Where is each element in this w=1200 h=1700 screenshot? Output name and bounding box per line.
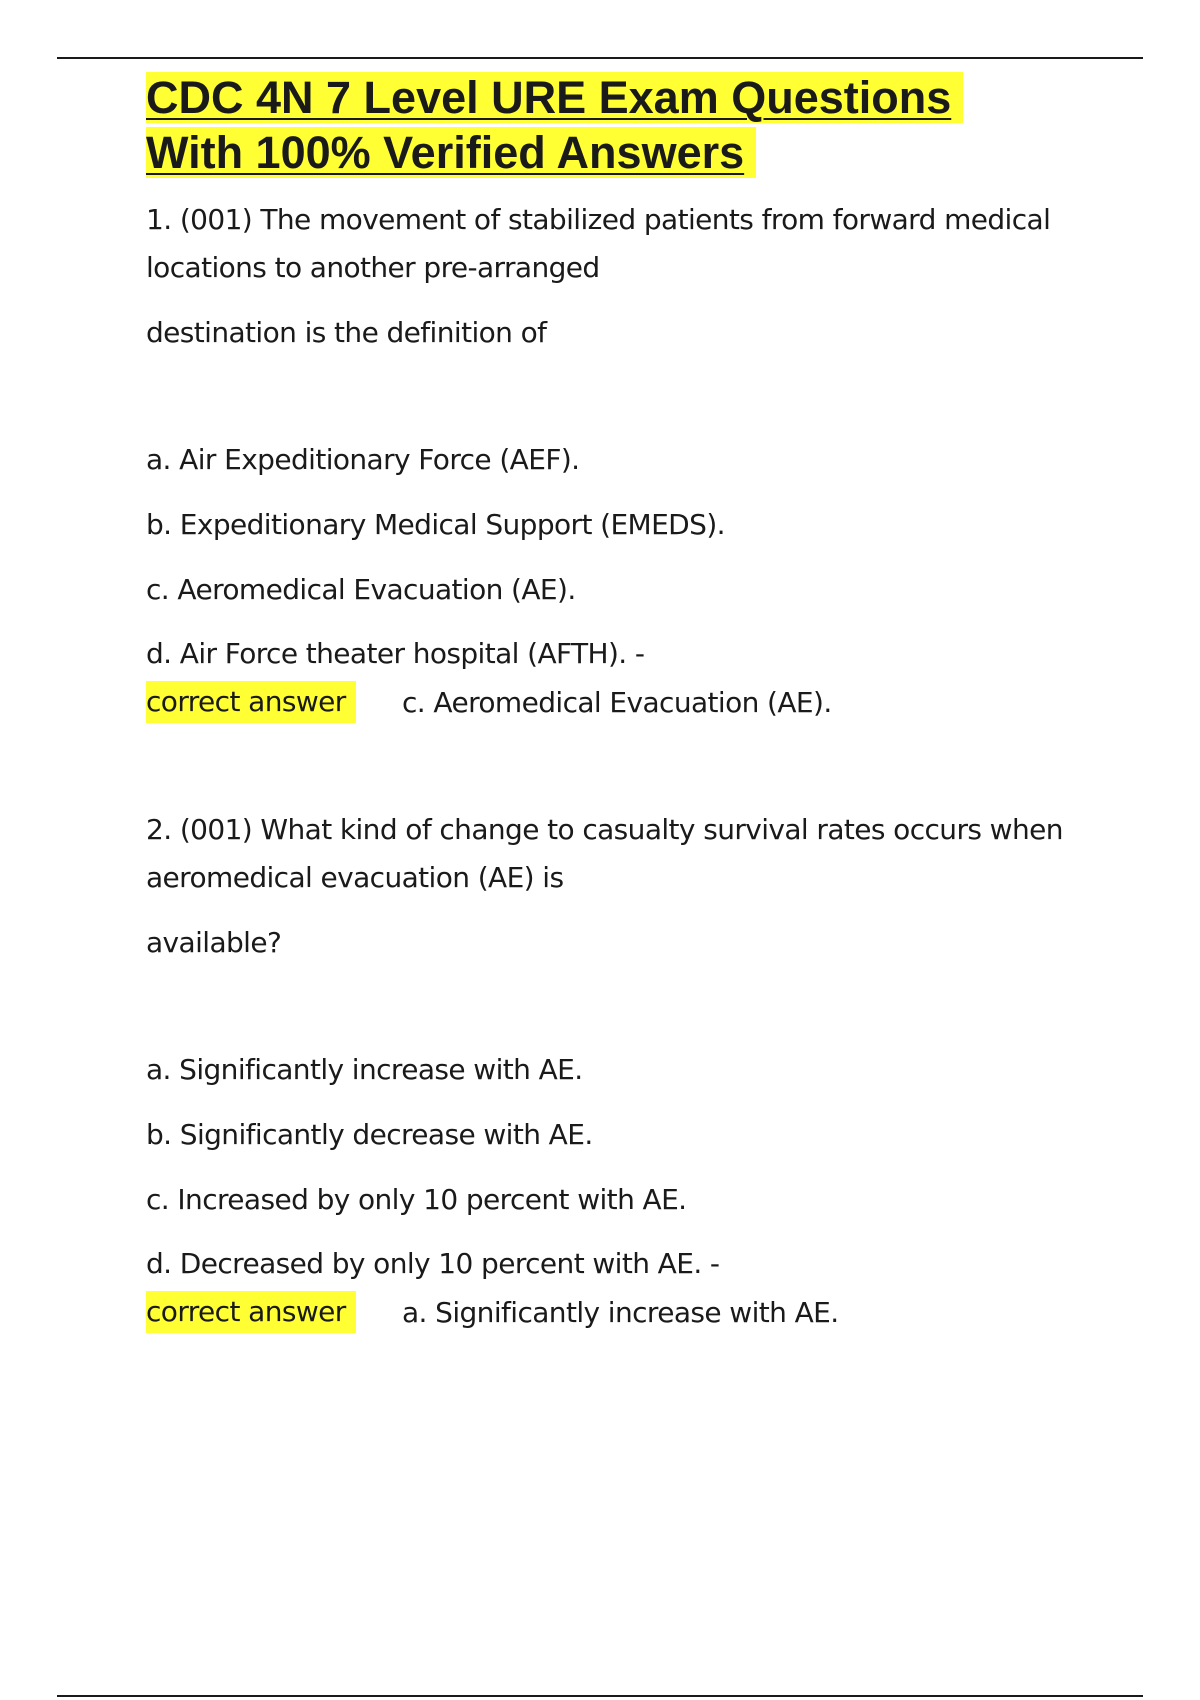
correct-answer-text: c. Aeromedical Evacuation (AE). — [402, 686, 832, 719]
option-a: a. Air Expeditionary Force (AEF). — [146, 443, 580, 476]
option-b: b. Expeditionary Medical Support (EMEDS). — [146, 508, 725, 541]
option-c: c. Increased by only 10 percent with AE. — [146, 1183, 687, 1216]
title-line-2: With 100% Verified Answers — [146, 127, 756, 178]
question-stem-line: 2. (001) What kind of change to casualty survival rates occurs when — [146, 813, 1063, 846]
correct-answer-label: correct answer — [146, 1291, 356, 1333]
option-c: c. Aeromedical Evacuation (AE). — [146, 573, 576, 606]
option-b: b. Significantly decrease with AE. — [146, 1118, 593, 1151]
question-stem-line: destination is the definition of — [146, 316, 547, 349]
question-stem-line: locations to another pre-arranged — [146, 251, 600, 284]
correct-answer-label: correct answer — [146, 681, 356, 723]
option-d: d. Air Force theater hospital (AFTH). - — [146, 637, 645, 670]
option-d: d. Decreased by only 10 percent with AE. - — [146, 1247, 720, 1280]
option-a: a. Significantly increase with AE. — [146, 1053, 583, 1086]
question-stem-line: available? — [146, 926, 282, 959]
top-rule — [57, 57, 1143, 59]
title-line-1: CDC 4N 7 Level URE Exam Questions — [146, 72, 963, 123]
bottom-rule — [57, 1695, 1143, 1697]
document-title — [146, 70, 1086, 180]
correct-answer-text: a. Significantly increase with AE. — [402, 1296, 839, 1329]
question-stem-line: 1. (001) The movement of stabilized patients from forward medical — [146, 203, 1051, 236]
question-stem-line: aeromedical evacuation (AE) is — [146, 861, 564, 894]
